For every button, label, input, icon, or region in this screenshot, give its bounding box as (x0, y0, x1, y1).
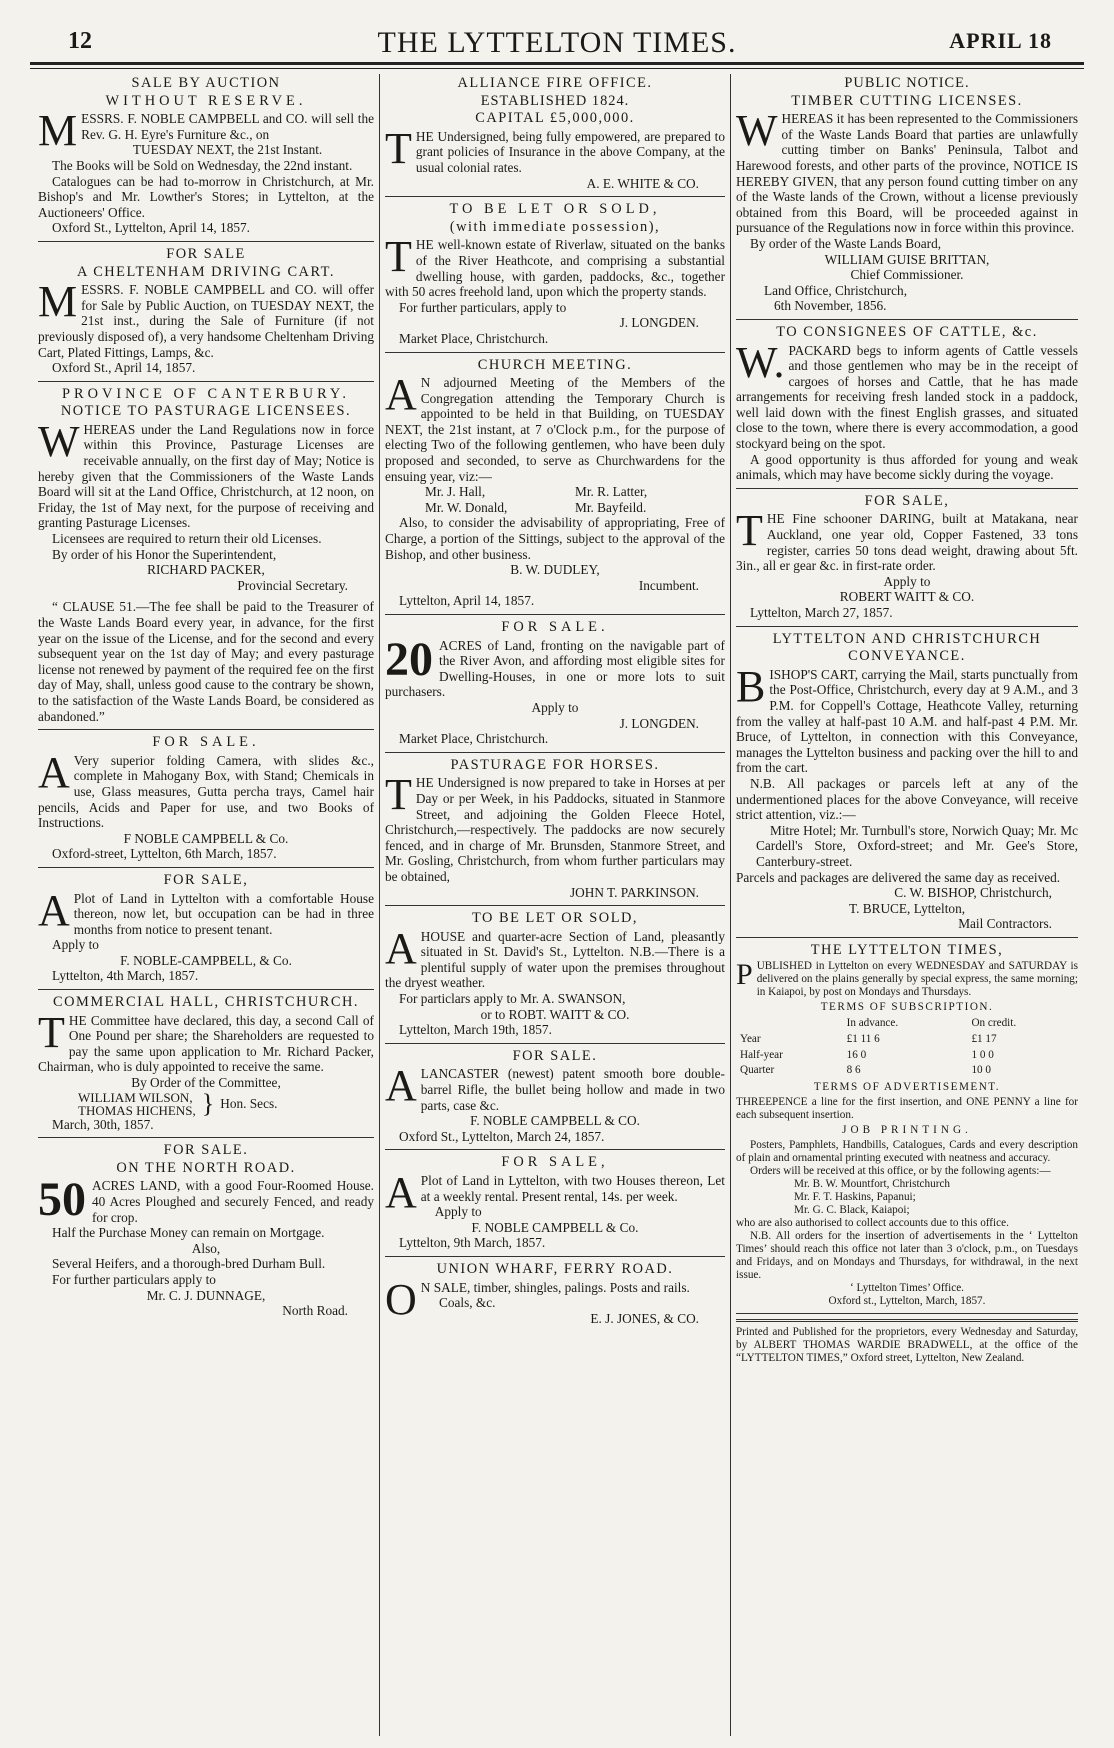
ad-subheading: CAPITAL £5,000,000. (475, 110, 635, 127)
agent-name: Mr. G. C. Black, Kaiapoi; (794, 1203, 910, 1216)
drop-cap: W. (736, 337, 785, 387)
ad-plot-of-land (38, 873, 374, 990)
ad-house-let-or-sold (385, 911, 725, 1044)
page-number: 12 (68, 28, 92, 54)
table-row (736, 1063, 1078, 1079)
column-2 (385, 74, 725, 1736)
ad-signature: T. BRUCE, Lyttelton, (848, 900, 966, 916)
ad-heading: LYTTELTON AND CHRISTCHURCH (772, 630, 1042, 647)
ad-paragraph: The Books will be Sold on Wednesday, the 22nd instant. (52, 157, 353, 173)
ad-body: ACRES of Land, fronting on the navigable part of the River Avon, and affording most eligible sites for Dwelling-Houses, in one or more lots to suit purchasers. (385, 637, 725, 700)
table-cell: £1 17 (971, 1033, 997, 1046)
ad-paragraph: Parcels and packages are delivered the same day as received. (736, 869, 1061, 885)
imprint (736, 1319, 1078, 1365)
column-1 (38, 74, 374, 1736)
drop-number: 20 (385, 632, 433, 686)
ad-subheading: WITHOUT RESERVE. (105, 92, 307, 109)
ad-body: HEREAS it has been represented to the Commissioners of the Waste Lands Board that parties are unlawfully cutting timber on Banks' Peninsula, Talbot and Harewood forests, and other parts of the province, NOTICE IS HEREBY GIVEN, that any person found cutting timber on any of the Waste lands of the Crown, without a license previously obtained from this Board, will be proceeded against in pursuance of the Regulations now in force within this province. (736, 111, 1078, 236)
ad-subheading: (with immediate possession), (449, 218, 661, 235)
ad-heading: SALE BY AUCTION (131, 75, 281, 91)
drop-cap: A (385, 370, 417, 420)
drop-number: 50 (38, 1173, 86, 1227)
ad-paragraph: For further particulars apply to (52, 1271, 216, 1287)
ad-heading: PUBLIC NOTICE. (844, 75, 970, 91)
drop-cap: W (736, 106, 778, 156)
drop-cap: W (38, 416, 80, 466)
ad-subheading: A CHELTENHAM DRIVING CART. (77, 263, 335, 280)
table-cell: 16 0 (846, 1048, 867, 1061)
ad-body: HEREAS under the Land Regulations now in force within this Province, Pasturage Licenses are receivable annually, on the first day of May; Notice is hereby given that the Commissioners of the Waste Lands Board will sit at the Land Office, Christchurch, at 12 noon, on Friday, the 1st of May next, for the purpose of receiving and granting Pasturage Licenses. (38, 421, 374, 531)
ad-body: ISHOP'S CART, carrying the Mail, starts punctually from the Post-Office, Christchurch, every day at 9 A.M., and 3 P.M. for Coppell's Cottage, Heathcote Valley, returning from the valley at half-past 10 A.M. and half-past 4 P.M. Mr. Bruce, of Lyttelton, in connection with this Conveyance, manages the Lyttelton business and packing over the hill to and from the cart. (736, 666, 1078, 776)
ad-plot-two-houses (385, 1155, 725, 1257)
ad-pasturage-licensees (38, 387, 374, 730)
ad-signature-title: Incumbent. (638, 577, 699, 593)
ad-signature-date: Lyttelton, April 14, 1857. (399, 593, 535, 609)
ad-body: HE Fine schooner DARING, built at Matakana, near Auckland, one year old, Copper Fastened, 33 tons register, carries 50 tons dead weight, drawing about 5ft. 3in., all er gear &c. in first-rate order. (736, 511, 1078, 574)
ad-conveyance (736, 632, 1078, 938)
ad-body: ESSRS. F. NOBLE CAMPBELL and CO. will sell the Rev. G. H. Eyre's Furniture &c., on (81, 111, 374, 142)
ad-signature: F NOBLE CAMPBELL & Co. (123, 830, 289, 846)
ad-church-meeting (385, 358, 725, 616)
ad-lancaster-rifle (385, 1049, 725, 1151)
ad-heading: PASTURAGE FOR HORSES. (450, 756, 660, 773)
ad-signature-place: Market Place, Christchurch. (399, 731, 549, 747)
ad-signature-date: Lyttelton, March 27, 1857. (750, 605, 893, 620)
drop-cap: T (385, 770, 412, 820)
ad-signature-title: Mail Contractors. (958, 916, 1052, 932)
drop-cap: A (38, 747, 70, 797)
office-name: ‘ Lyttelton Times’ Office. (850, 1281, 964, 1294)
ad-signature-date: Lyttelton, 4th March, 1857. (52, 968, 199, 984)
drop-cap: A (385, 1168, 417, 1217)
table-cell: 1 0 0 (971, 1048, 994, 1061)
ad-signature: J. LONGDEN. (619, 315, 699, 331)
brace: } (201, 1088, 215, 1118)
ad-signature: F. NOBLE-CAMPBELL, & Co. (120, 952, 292, 968)
ad-consignees-cattle (736, 325, 1078, 489)
ad-heading: FOR SALE. (512, 1047, 598, 1064)
candidate-name: Mr. W. Donald, (425, 499, 508, 515)
ad-paragraph: who are also authorised to collect accounts due to this office. (736, 1216, 1009, 1229)
masthead (40, 20, 1074, 60)
ad-body: N SALE, timber, shingles, palings. Posts and rails. (420, 1279, 690, 1295)
ad-signature-place: Market Place, Christchurch. (399, 330, 549, 346)
ad-heading: ALLIANCE FIRE OFFICE. (457, 75, 653, 91)
ad-heading: CHURCH MEETING. (477, 356, 633, 373)
ad-paragraph: N.B. All packages or parcels left at any of the undermentioned places for the above Conveyance, will receive strict attention, viz.:— (736, 775, 1078, 823)
ad-union-wharf (385, 1262, 725, 1331)
ad-subheading: ON THE NORTH ROAD. (116, 1159, 296, 1176)
agent-name: Mr. F. T. Haskins, Papanui; (794, 1190, 916, 1203)
candidate-name: Mr. J. Hall, (425, 484, 486, 500)
masthead-rule-thin (30, 68, 1084, 69)
masthead-rule (30, 62, 1084, 65)
subscription-table (736, 1016, 1078, 1078)
issue-date: APRIL 18 (949, 28, 1052, 53)
column-3 (736, 74, 1078, 1736)
ad-heading: THE LYTTELTON TIMES, (810, 941, 1004, 958)
ad-signature: WILLIAM GUISE BRITTAN, (824, 251, 990, 267)
ad-paragraph: A good opportunity is thus afforded for young and weak animals, which may have become sickly during the voyage. (736, 451, 1078, 483)
ad-paragraph: For further particulars, apply to (399, 299, 567, 315)
ad-signature: F. NOBLE CAMPBELL & Co. (471, 1219, 639, 1235)
table-cell: Quarter (740, 1064, 775, 1077)
agent-name: Mr. B. W. Mountfort, Christchurch (794, 1177, 951, 1190)
table-header: In advance. (846, 1017, 899, 1030)
ad-signature: Oxford St., April 14, 1857. (52, 360, 196, 376)
ad-body: LANCASTER (newest) patent smooth bore double-barrel Rifle, the bullet being hollow and made in two parts, case &c. (420, 1066, 725, 1113)
ad-paragraph: N.B. All orders for the insertion of advertisements in the ‘ Lyttelton Times’ should reach this office not later than 3 o'clock, p.m., on Tuesdays and Fridays, and on Mondays and Thursdays, for withdrawal, in the next issue. (736, 1229, 1078, 1281)
ad-body: UBLISHED in Lyttelton on every WEDNESDAY and SATURDAY is delivered on the plains generally by special express, the same morning; in Kaiapoi, by post on Mondays and Thursdays. (756, 960, 1078, 999)
table-row (736, 1048, 1078, 1064)
ad-signature: A. E. WHITE & CO. (586, 175, 699, 191)
ad-subheading: NOTICE TO PASTURAGE LICENSEES. (60, 403, 352, 420)
secretary-name: WILLIAM WILSON, (78, 1089, 193, 1105)
ad-signature: Mr. C. J. DUNNAGE, (146, 1287, 266, 1303)
ad-paragraph: Licensees are required to return their old Licenses. (52, 531, 322, 547)
ad-heading: FOR SALE, (163, 871, 249, 888)
ad-body: ESSRS. F. NOBLE CAMPBELL and CO. will offer for Sale by Public Auction, on TUESDAY NEXT, the 21st inst., during the Sale of Furniture (if not previously disposed of), a very handsome Cheltenham Driving Cart, Plated Fittings, Lamps, &c. (38, 282, 374, 360)
ad-heading: FOR SALE, (501, 1154, 609, 1171)
ad-signature-title: Provincial Secretary. (237, 577, 348, 593)
ad-sale-by-auction (38, 76, 374, 242)
ad-paragraph: Posters, Pamphlets, Handbills, Catalogues, Cards and every description of plain and ornamental printing executed with neatness and accuracy. (736, 1138, 1078, 1164)
ad-signature-date: Oxford St., Lyttelton, March 24, 1857. (399, 1128, 605, 1144)
ad-body: HE Undersigned, being fully empowered, are prepared to grant policies of Insurance in the above Company, at the usual colonial rates. (415, 128, 725, 175)
ad-heading: FOR SALE, (864, 492, 950, 509)
ad-body: Plot of Land in Lyttelton, with two Houses thereon, Let at a weekly rental. Present rental, 14s. per week. (420, 1173, 725, 1204)
ad-paragraph: Apply to (52, 937, 99, 953)
ad-clause: “ CLAUSE 51.—The fee shall be paid to the Treasurer of the Waste Lands Board every year, in advance, for the first year on the issue of the License, and for the second and every subsequent year on the 1st day of May; and every pasturage license not renewed by payment of the required fee on the first day of May, shall, unless good cause to the contrary be shown, to the satisfaction of the Waste Lands Board, be considered as abandoned.” (38, 599, 374, 724)
ad-driving-cart (38, 247, 374, 382)
ad-body: HE Undersigned is now prepared to take in Horses at per Day or per Week, in his Paddocks, situated in Stanmore Street, and adjoining the Golden Fleece Hotel, Christchurch,—respectively. The paddocks are now securely fenced, and in charge of Mr. Brunsden, Stanmore Street, and Mr. Gosling, Christchurch, from whom further particulars may be obtained, (385, 775, 725, 884)
drop-cap: T (736, 506, 763, 556)
column-divider (379, 74, 380, 1736)
drop-cap: M (38, 277, 78, 327)
ad-heading: TO CONSIGNEES OF CATTLE, &c. (776, 323, 1038, 340)
drop-cap: A (385, 923, 417, 973)
ad-body: Plot of Land in Lyttelton with a comfortable House thereon, now let, but occupation can be had in three months from notice to present tenant. (73, 890, 374, 937)
ad-paragraph: Catalogues can be had to-morrow in Christchurch, at Mr. Bishop's and Mr. Lowther's Stores; in Lyttelton, at the Auctioneers' Office. (38, 173, 374, 220)
ad-signature-date: March, 30th, 1857. (52, 1116, 154, 1132)
drop-cap: T (385, 232, 412, 282)
ad-paragraph: By order of his Honor the Superintendent, (52, 546, 277, 562)
ad-signature-title: Chief Commissioner. (850, 267, 964, 283)
ad-subheading: ESTABLISHED 1824. (480, 92, 630, 109)
drop-cap: A (385, 1061, 417, 1111)
ad-lyttelton-times-terms (736, 943, 1078, 1314)
ad-north-road (38, 1143, 374, 1324)
ad-heading: TO BE LET OR SOLD, (472, 910, 638, 927)
drop-cap: O (385, 1274, 417, 1324)
ad-paragraph: By Order of the Committee, (131, 1075, 281, 1091)
ad-paragraph: Orders will be received at this office, or by the following agents:— (750, 1164, 1051, 1177)
ad-body: N adjourned Meeting of the Members of the Congregation attending the Temporary Church is appointed to be held in that Building, on TUESDAY NEXT, the 21st instant, at 7 o'Clock p.m., for the purpose of electing Two of the following gentlemen, who have been duly proposed and seconded, to serve as Churchwardens for the ensuing year, viz:— (385, 375, 725, 484)
ad-signature: JOHN T. PARKINSON. (569, 884, 699, 900)
ad-signature: C. W. BISHOP, Christchurch, (894, 885, 1052, 901)
ad-line: TUESDAY NEXT, the 21st Instant. (132, 142, 323, 158)
ad-signature: E. J. JONES, & CO. (590, 1310, 699, 1326)
ad-subheading: TIMBER CUTTING LICENSES. (791, 92, 1023, 109)
office-date: Oxford st., Lyttelton, March, 1857. (828, 1294, 986, 1307)
ad-heading: TO BE LET OR SOLD, (449, 201, 661, 218)
ad-signature-date: 6th November, 1856. (774, 298, 887, 314)
ad-signature-date: Lyttelton, 9th March, 1857. (399, 1235, 546, 1251)
ad-paragraph: Several Heifers, and a thorough-bred Durham Bull. (52, 1256, 326, 1272)
ad-paragraph: Mitre Hotel; Mr. Turnbull's store, Norwich Quay; Mr. Mc Cardell's Store, Oxford-street; and Mr. Gee's Store, Canterbury-street. (756, 822, 1078, 869)
ad-paragraph: Land Office, Christchurch, (764, 282, 908, 298)
table-cell: Year (740, 1033, 761, 1046)
ad-signature: Oxford St., Lyttelton, April 14, 1857. (52, 220, 250, 236)
ad-paragraph: By order of the Waste Lands Board, (750, 235, 942, 251)
ad-body: HE Committee have declared, this day, a second Call of One Pound per share; the Shareholders are requested to pay the same upon application to Mr. Richard Packer, Chairman, who is duly appointed to receive the same. (38, 1012, 374, 1075)
table-header: On credit. (971, 1017, 1017, 1030)
drop-cap: M (38, 106, 78, 156)
candidate-name: Mr. R. Latter, (575, 484, 648, 500)
ad-paragraph: Also, (191, 1240, 221, 1256)
table-cell: £1 11 6 (846, 1033, 880, 1046)
ad-commercial-hall (38, 995, 374, 1138)
ad-heading: PROVINCE OF CANTERBURY. (61, 385, 351, 402)
ad-paragraph: THREEPENCE a line for the first insertion, and ONE PENNY a line for each subsequent insertion. (736, 1095, 1078, 1121)
ad-heading: UNION WHARF, FERRY ROAD. (436, 1260, 674, 1277)
ad-signature-place: North Road. (282, 1303, 348, 1319)
ad-subheading: JOB PRINTING. (842, 1123, 972, 1136)
ad-heading: FOR SALE. (163, 1142, 249, 1159)
ad-camera-for-sale (38, 735, 374, 868)
ad-body: PACKARD begs to inform agents of Cattle vessels and those gentlemen who may be in the receipt of cargoes of horses and Cattle, that he has made arrangements for receiving fresh landed stock in a paddock, well laid down with the finest English grasses, and situated close to the town, where there is every accommodation, a good stockyard being on the spot. (736, 342, 1078, 452)
ad-signature: J. LONGDEN. (619, 715, 699, 731)
ad-body: HE well-known estate of Riverlaw, situated on the banks of the River Heathcote, and comprising a substantial dwelling house, with garden, paddocks, &c., together with 50 acres freehold land, upon which the property stands. (385, 237, 725, 300)
candidate-list (385, 484, 725, 515)
ad-timber-licenses (736, 76, 1078, 320)
ad-paragraph: or to ROBT. WAITT & CO. (480, 1006, 630, 1022)
ad-signature-date: Oxford-street, Lyttelton, 6th March, 1857. (52, 846, 277, 862)
ad-paragraph: Half the Purchase Money can remain on Mortgage. (52, 1225, 325, 1241)
table-cell: 8 6 (846, 1064, 861, 1077)
ad-heading: FOR SALE. (501, 619, 609, 635)
drop-cap: T (38, 1007, 65, 1057)
drop-cap: P (736, 958, 753, 992)
ad-subheading: TERMS OF SUBSCRIPTION. (820, 1001, 994, 1014)
table-cell: Half-year (740, 1048, 783, 1061)
drop-cap: T (385, 123, 412, 173)
ad-heading: FOR SALE (166, 245, 246, 262)
column-divider (730, 74, 731, 1736)
ad-riverlaw-estate (385, 202, 725, 352)
ad-subheading: CONVEYANCE. (848, 648, 966, 665)
ad-heading: COMMERCIAL HALL, CHRISTCHURCH. (53, 994, 359, 1011)
ad-schooner-daring (736, 494, 1078, 627)
ad-signature: RICHARD PACKER, (147, 562, 265, 578)
newspaper-title: THE LYTTELTON TIMES. (377, 26, 737, 59)
hon-secs (38, 1088, 374, 1118)
ad-heading: FOR SALE. (152, 734, 260, 751)
ad-paragraph: Coals, &c. (439, 1295, 496, 1311)
ad-signature-date: Lyttelton, March 19th, 1857. (399, 1022, 552, 1038)
ad-body: ACRES LAND, with a good Four-Roomed House. 40 Acres Ploughed and securely Fenced, and ready for crop. (92, 1178, 374, 1225)
ad-paragraph: Also, to consider the advisability of appropriating, Free of Charge, a portion of the Sittings, subject to the approval of the Bishop, and other business. (385, 515, 725, 562)
drop-cap: A (38, 885, 70, 935)
drop-cap: B (736, 661, 766, 711)
ad-paragraph: Apply to (883, 573, 931, 589)
ad-body: HOUSE and quarter-acre Section of Land, pleasantly situated in St. David's St., Lyttelton. N.B.—There is a plentiful supply of water upon the premises throughout the dryest weather. (385, 928, 725, 991)
ad-subheading: TERMS OF ADVERTISEMENT. (813, 1080, 1001, 1093)
ad-signature: ROBERT WAITT & CO. (839, 589, 975, 605)
imprint-text: Printed and Published for the proprietors, every Wednesday and Saturday, by ALBERT THOMAS WARDIE BRADWELL, at the office of the “LYTTELTON TIMES,” Oxford street, Lyttelton, New Zealand. (736, 1325, 1078, 1364)
ad-paragraph: For particlars apply to Mr. A. SWANSON, (399, 991, 626, 1007)
ad-pasturage-horses (385, 758, 725, 906)
ad-signature: B. W. DUDLEY, (510, 562, 600, 578)
ad-alliance-fire (385, 76, 725, 197)
ad-signature: F. NOBLE CAMPBELL & CO. (470, 1113, 640, 1129)
secretary-title: Hon. Secs. (220, 1095, 278, 1111)
ad-body: Very superior folding Camera, with slides &c., complete in Mahogany Box, with Stand; Chemicals in use, Glass measures, Gutta percha trays, Camel hair pencils, Acids and Paper for use, and two Books of Instructions. (38, 752, 374, 831)
candidate-name: Mr. Bayfeild. (575, 499, 647, 515)
table-row (736, 1032, 1078, 1048)
ad-paragraph: Apply to (531, 699, 579, 715)
table-cell: 10 0 (971, 1064, 992, 1077)
ad-twenty-acres (385, 620, 725, 753)
secretary-name: THOMAS HICHENS, (78, 1102, 196, 1118)
ad-paragraph: Apply to (434, 1204, 482, 1220)
